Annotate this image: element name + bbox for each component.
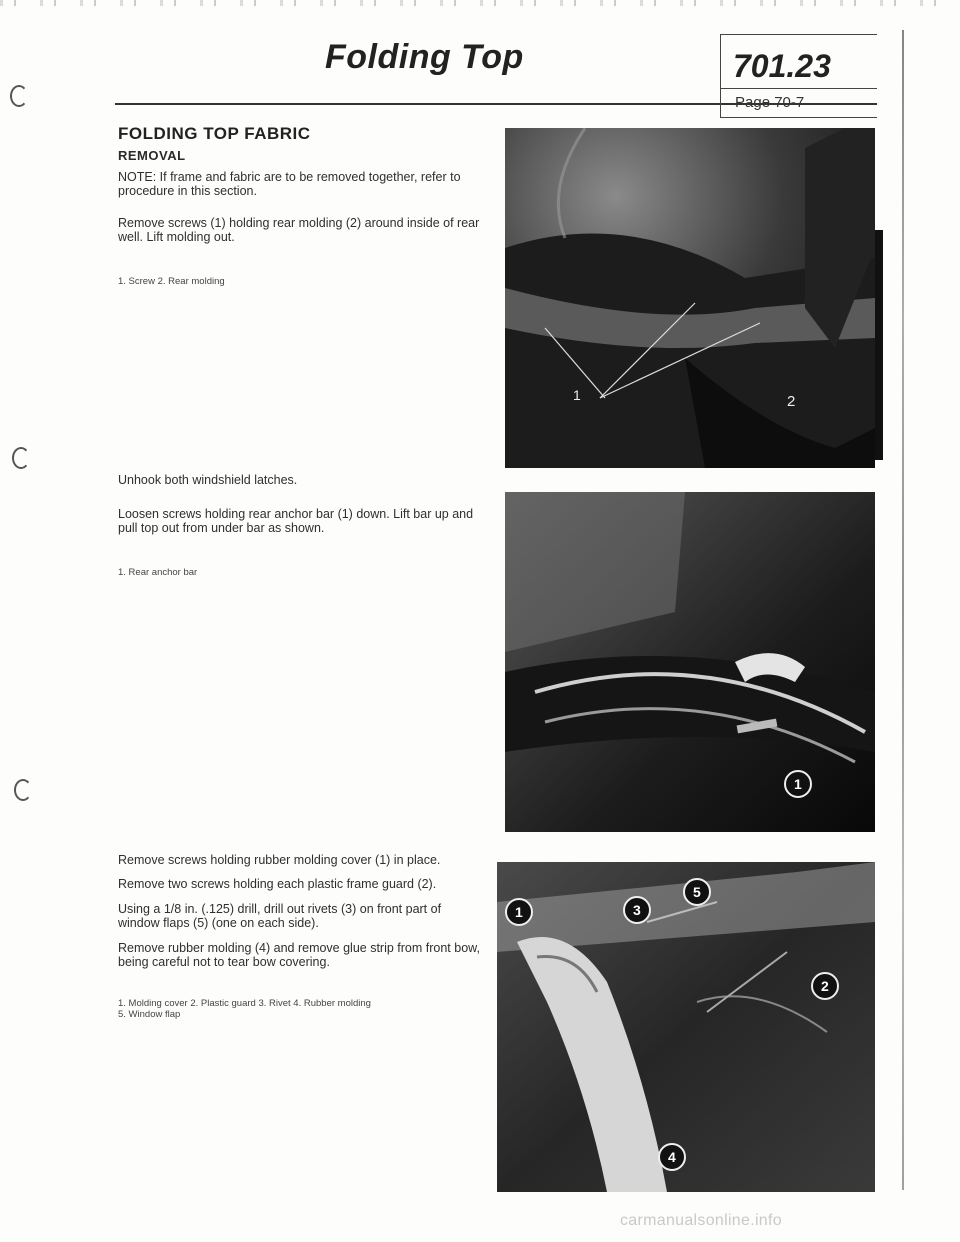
step2-caption: 1. Rear anchor bar bbox=[118, 567, 198, 578]
photo1-callout-1: 1 bbox=[573, 387, 581, 403]
punch-hole-icon bbox=[12, 447, 30, 469]
section-heading: FOLDING TOP FABRIC bbox=[118, 124, 311, 143]
photo-front-bow bbox=[497, 862, 875, 1192]
photo3-callout-1: 1 bbox=[515, 904, 523, 920]
photo-anchor-bar bbox=[505, 492, 875, 832]
photo2-callout-1: 1 bbox=[794, 776, 802, 792]
section-box-divider bbox=[720, 88, 877, 89]
site-watermark: carmanualsonline.info bbox=[620, 1212, 782, 1229]
photo3-callout-5: 5 bbox=[693, 884, 701, 900]
margin-tab-bar bbox=[875, 230, 883, 460]
photo-rear-molding bbox=[505, 128, 875, 468]
page-reference: Page 70-7 bbox=[735, 94, 805, 111]
section-box-bottom bbox=[720, 117, 877, 118]
step3-text-rivets: Using a 1/8 in. (.125) drill, drill out rivets (3) on front part of window flaps (5) (one on each side). bbox=[118, 902, 442, 930]
binding-edge-line bbox=[902, 30, 904, 1190]
photo3-callout-4: 4 bbox=[668, 1149, 676, 1165]
note-text bbox=[118, 170, 483, 198]
step3-text-molding: Remove rubber molding (4) and remove glue strip from front bow, being careful not to tear bow covering. bbox=[118, 941, 480, 969]
scan-top-edge bbox=[0, 0, 960, 6]
step3-caption-line2: 5. Window flap bbox=[118, 1009, 181, 1020]
step3-text-cover: Remove screws holding rubber molding cover (1) in place. bbox=[118, 853, 441, 867]
step3-caption-line1: 1. Molding cover 2. Plastic guard 3. Rivet 4. Rubber molding bbox=[118, 998, 371, 1009]
step3-text-guard: Remove two screws holding each plastic frame guard (2). bbox=[118, 877, 437, 891]
section-subheading: REMOVAL bbox=[118, 148, 186, 163]
step2-text-anchor: Loosen screws holding rear anchor bar (1) down. Lift bar up and pull top out from under bar as shown. bbox=[118, 507, 474, 535]
photo3-callout-2: 2 bbox=[821, 978, 829, 994]
section-box-top bbox=[720, 34, 877, 35]
step1-text: Remove screws (1) holding rear molding (2) around inside of rear well. Lift molding out. bbox=[118, 216, 480, 244]
section-box-left bbox=[720, 34, 721, 118]
page-title: Folding Top bbox=[325, 38, 524, 76]
step2-text-latches: Unhook both windshield latches. bbox=[118, 473, 298, 487]
punch-hole-icon bbox=[14, 779, 32, 801]
note-paragraph: NOTE: If frame and fabric are to be removed together, refer to procedure in this section. bbox=[118, 170, 461, 198]
section-number: 701.23 bbox=[733, 48, 831, 84]
step1-caption: 1. Screw 2. Rear molding bbox=[118, 276, 225, 287]
photo3-callout-3: 3 bbox=[633, 902, 641, 918]
punch-hole-icon bbox=[10, 85, 28, 107]
photo1-callout-2: 2 bbox=[787, 393, 796, 410]
